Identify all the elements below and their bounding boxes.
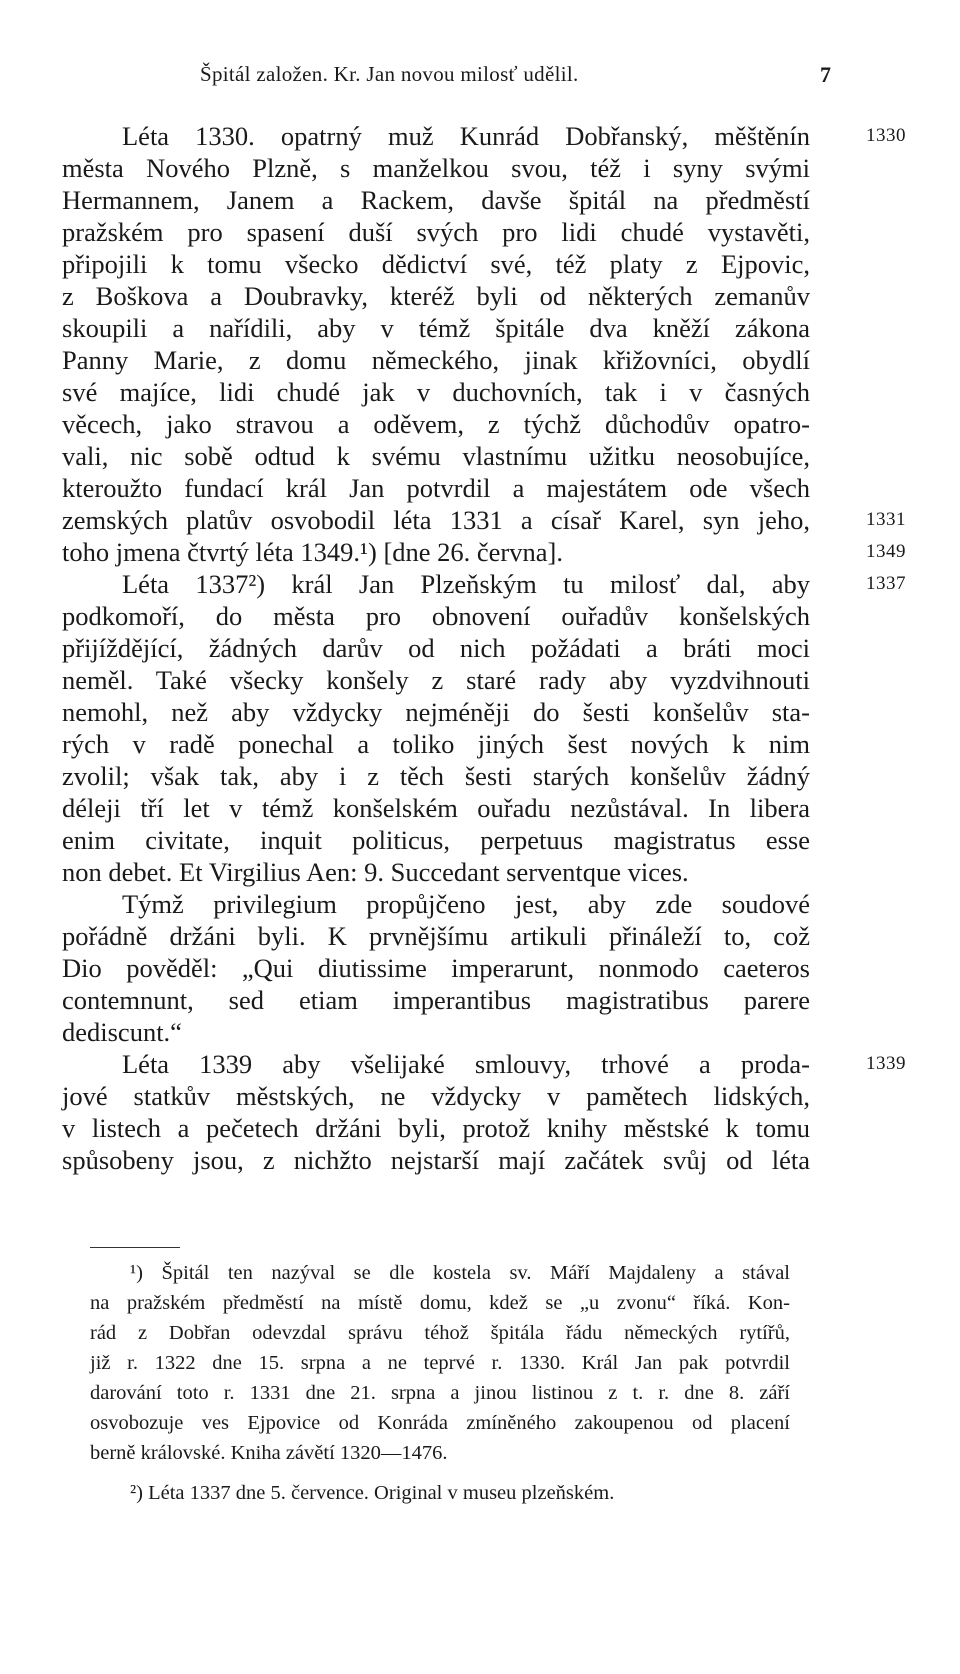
text-line: pražském pro spasení duší svých pro lidi chudé vystavěti, [62,217,810,247]
text-line: Léta 1330. opatrný muž Kunrád Dobřanský, měštěnín [122,121,810,151]
page-number: 7 [820,62,831,87]
text-line: Hermannem, Janem a Rackem, davše špitál na předměstí [62,185,810,215]
text-line: contemnunt, sed etiam imperantibus magistratibus parere [62,985,810,1015]
text-line: déleji tří let v témž konšelském ouřadu nezůstával. In libera [62,793,810,823]
margin-year: 1339 [866,1053,906,1074]
text-line: vali, nic sobě odtud k svému vlastnímu užitku neosobujíce, [62,441,810,471]
text-line: připojili k tomu všecko dědictví své, též platy z Ejpovic, [62,249,810,279]
text-line: skoupili a nařídili, aby v témž špitále dva kněží zákona [62,313,810,343]
text-line: z Boškova a Doubravky, kteréž byli od některých zemanův [62,281,810,311]
text-line: dediscunt.“ [62,1017,182,1047]
footnote-rule [90,1247,180,1248]
text-line: toho jmena čtvrtý léta 1349.¹) [dne 26. června]. [62,537,563,567]
text-line: Dio pověděl: „Qui diutissime imperarunt, nonmodo caeteros [62,953,810,983]
footnote-line: darování toto r. 1331 dne 21. srpna a jinou listinou z t. r. dne 8. září [90,1382,790,1404]
text-line: non debet. Et Virgilius Aen: 9. Succedant serventque vices. [62,857,689,887]
text-line: neměl. Také všecky konšely z staré rady aby vyzdvihnouti [62,665,810,695]
text-line: rých v radě ponechal a toliko jiných šest nových k nim [62,729,810,759]
text-line: nemohl, než aby vždycky nejméněji do šesti konšelův sta- [62,697,810,727]
footnote-line: rád z Dobřan odevzdal správu téhož špitála řádu německých rytířů, [90,1322,790,1344]
text-line: pořádně držáni byli. K prvnějšímu artikuli přináleží to, což [62,921,810,951]
text-line: zemských platův osvobodil léta 1331 a císař Karel, syn jeho, [62,505,810,535]
text-line: své majíce, lidi chudé jak v duchovních, tak i v časných [62,377,810,407]
text-line: přijíždějící, žádných darův od nich požádati a bráti moci [62,633,810,663]
text-line: Panny Marie, z domu německého, jinak křižovníci, obydlí [62,345,810,375]
margin-year: 1337 [866,573,906,594]
text-line: podkomoří, do města pro obnovení ouřadův konšelských [62,601,810,631]
text-line: jové statkův městských, ne vždycky v pamětech lidských, [62,1081,810,1111]
margin-year: 1331 [866,509,906,530]
footnote-line: na pražském předměstí na místě domu, kdež se „u zvonu“ říká. Kon- [90,1292,790,1314]
footnote-line: berně královské. Kniha závětí 1320—1476. [90,1442,448,1464]
footnote-line: ¹) Špitál ten nazýval se dle kostela sv. Máří Majdaleny a stával [130,1262,790,1284]
footnote-2: ²) Léta 1337 dne 5. července. Original v museu plzeňském. [130,1482,615,1504]
margin-year: 1330 [866,125,906,146]
text-line: města Nového Plzně, s manželkou svou, též i syny svými [62,153,810,183]
text-line: spůsobeny jsou, z nichžto nejstarší mají začátek svůj od léta [62,1145,810,1175]
running-title: Špitál založen. Kr. Jan novou milosť udělil. [200,62,579,86]
text-line: kteroužto fundací král Jan potvrdil a majestátem ode všech [62,473,810,503]
margin-year: 1349 [866,541,906,562]
text-line: Týmž privilegium propůjčeno jest, aby zde soudové [122,889,810,919]
footnote-line: osvobozuje ves Ejpovice od Konráda zmíněného zakoupenou od placení [90,1412,790,1434]
text-line: Léta 1337²) král Jan Plzeňským tu milosť dal, aby [122,569,810,599]
text-line: věcech, jako stravou a oděvem, z týchž důchodův opatro- [62,409,810,439]
text-line: zvolil; však tak, aby i z těch šesti starých konšelův žádný [62,761,810,791]
text-line: v listech a pečetech držáni byli, protož knihy městské k tomu [62,1113,810,1143]
footnote-line: již r. 1322 dne 15. srpna a ne teprvé r. 1330. Král Jan pak potvrdil [90,1352,790,1374]
text-line: Léta 1339 aby všelijaké smlouvy, trhové a proda- [122,1049,810,1079]
text-line: enim civitate, inquit politicus, perpetuus magistratus esse [62,825,810,855]
